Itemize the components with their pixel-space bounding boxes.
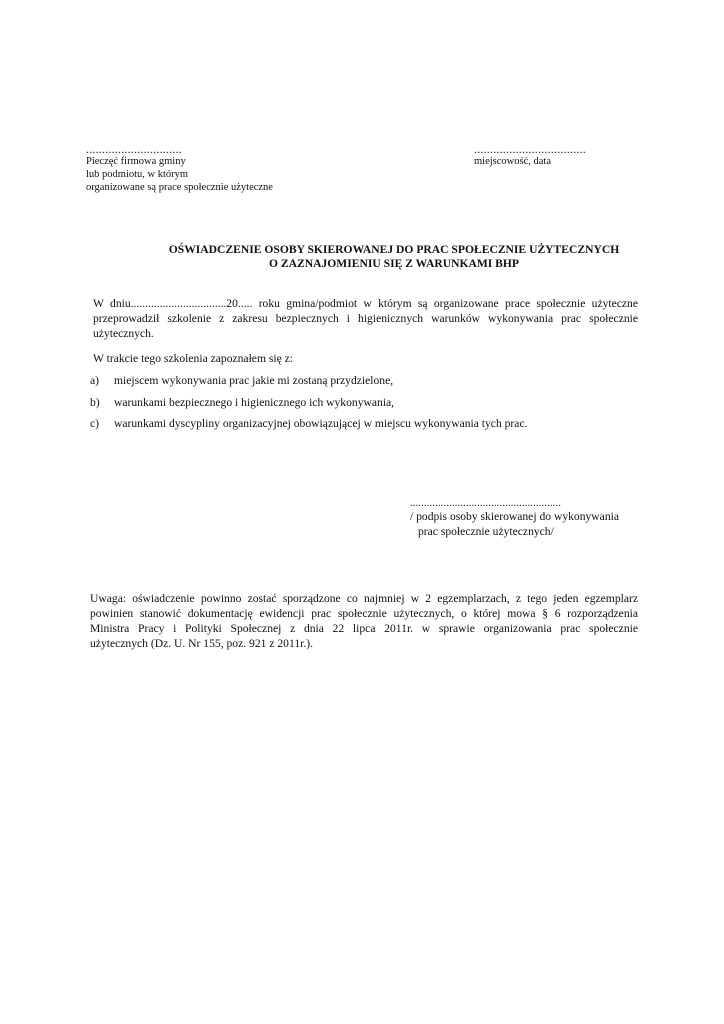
list-marker: a) [90, 374, 100, 387]
note-line-4: użytecznych (Dz. U. Nr 155, poz. 921 z 2011r.). [90, 637, 314, 650]
signature-label-line-2: prac społecznie użytecznych/ [418, 525, 554, 538]
list-item-text: miejscem wykonywania prac jakie mi zostaną przydzielone, [114, 374, 394, 387]
title-line-1: OŚWIADCZENIE OSOBY SKIEROWANEJ DO PRAC SPOŁECZNIE UŻYTECZNYCH [168, 243, 620, 256]
title-line-2: O ZAZNAJOMIENIU SIĘ Z WARUNKAMI BHP [268, 257, 520, 270]
place-date-label: miejscowość, data [474, 156, 551, 167]
stamp-label-line-3: organizowane są prace społecznie użyteczne [86, 182, 273, 193]
stamp-label-line-2: lub podmiotu, w którym [86, 169, 189, 180]
stamp-label-line-1: Pieczęć firmowa gminy [86, 156, 186, 167]
company-stamp-block [86, 143, 346, 194]
signature-dotted-line: ...................................................... [410, 498, 562, 509]
place-date-block [474, 143, 674, 168]
list-marker: c) [90, 417, 100, 430]
note-paragraph [90, 591, 638, 651]
place-date-dotted-line: ................................... [474, 142, 586, 156]
list-item-text: warunkami bezpiecznego i higienicznego ich wykonywania, [114, 396, 395, 409]
note-line-2: powinien stanowić dokumentację ewidencji prac społecznie użytecznych, o której mowa § 6 rozporządzenia [90, 607, 638, 620]
intro-line-3: użytecznych. [93, 327, 154, 340]
signature-block [410, 499, 650, 539]
stamp-dotted-line: .............................. [86, 142, 182, 156]
note-line-1: Uwaga: oświadczenie powinno zostać sporządzone co najmniej w 2 egzemplarzach, z tego jeden egzemplarz [90, 592, 638, 605]
list-item [90, 395, 650, 410]
intro-paragraph [90, 296, 638, 341]
list-marker: b) [90, 396, 100, 409]
list-item [90, 416, 650, 431]
training-intro-text: W trakcie tego szkolenia zapoznałem się z: [93, 352, 294, 365]
intro-line-1: W dniu.................................20..... roku gmina/podmiot w którym są organizowane prace społecznie użyteczne [93, 297, 638, 310]
signature-label-line-1: / podpis osoby skierowanej do wykonywania [410, 510, 619, 523]
note-line-3: Ministra Pracy i Polityki Społecznej z dnia 22 lipca 2011r. w sprawie organizowania prac społecznie [90, 622, 638, 635]
document-title [90, 243, 698, 271]
list-item-text: warunkami dyscypliny organizacyjnej obowiązującej w miejscu wykonywania tych prac. [114, 417, 528, 430]
intro-line-2: przeprowadził szkolenie z zakresu bezpiecznych i higienicznych warunków wykonywania prac społecznie [93, 312, 638, 325]
list-item [90, 373, 650, 388]
